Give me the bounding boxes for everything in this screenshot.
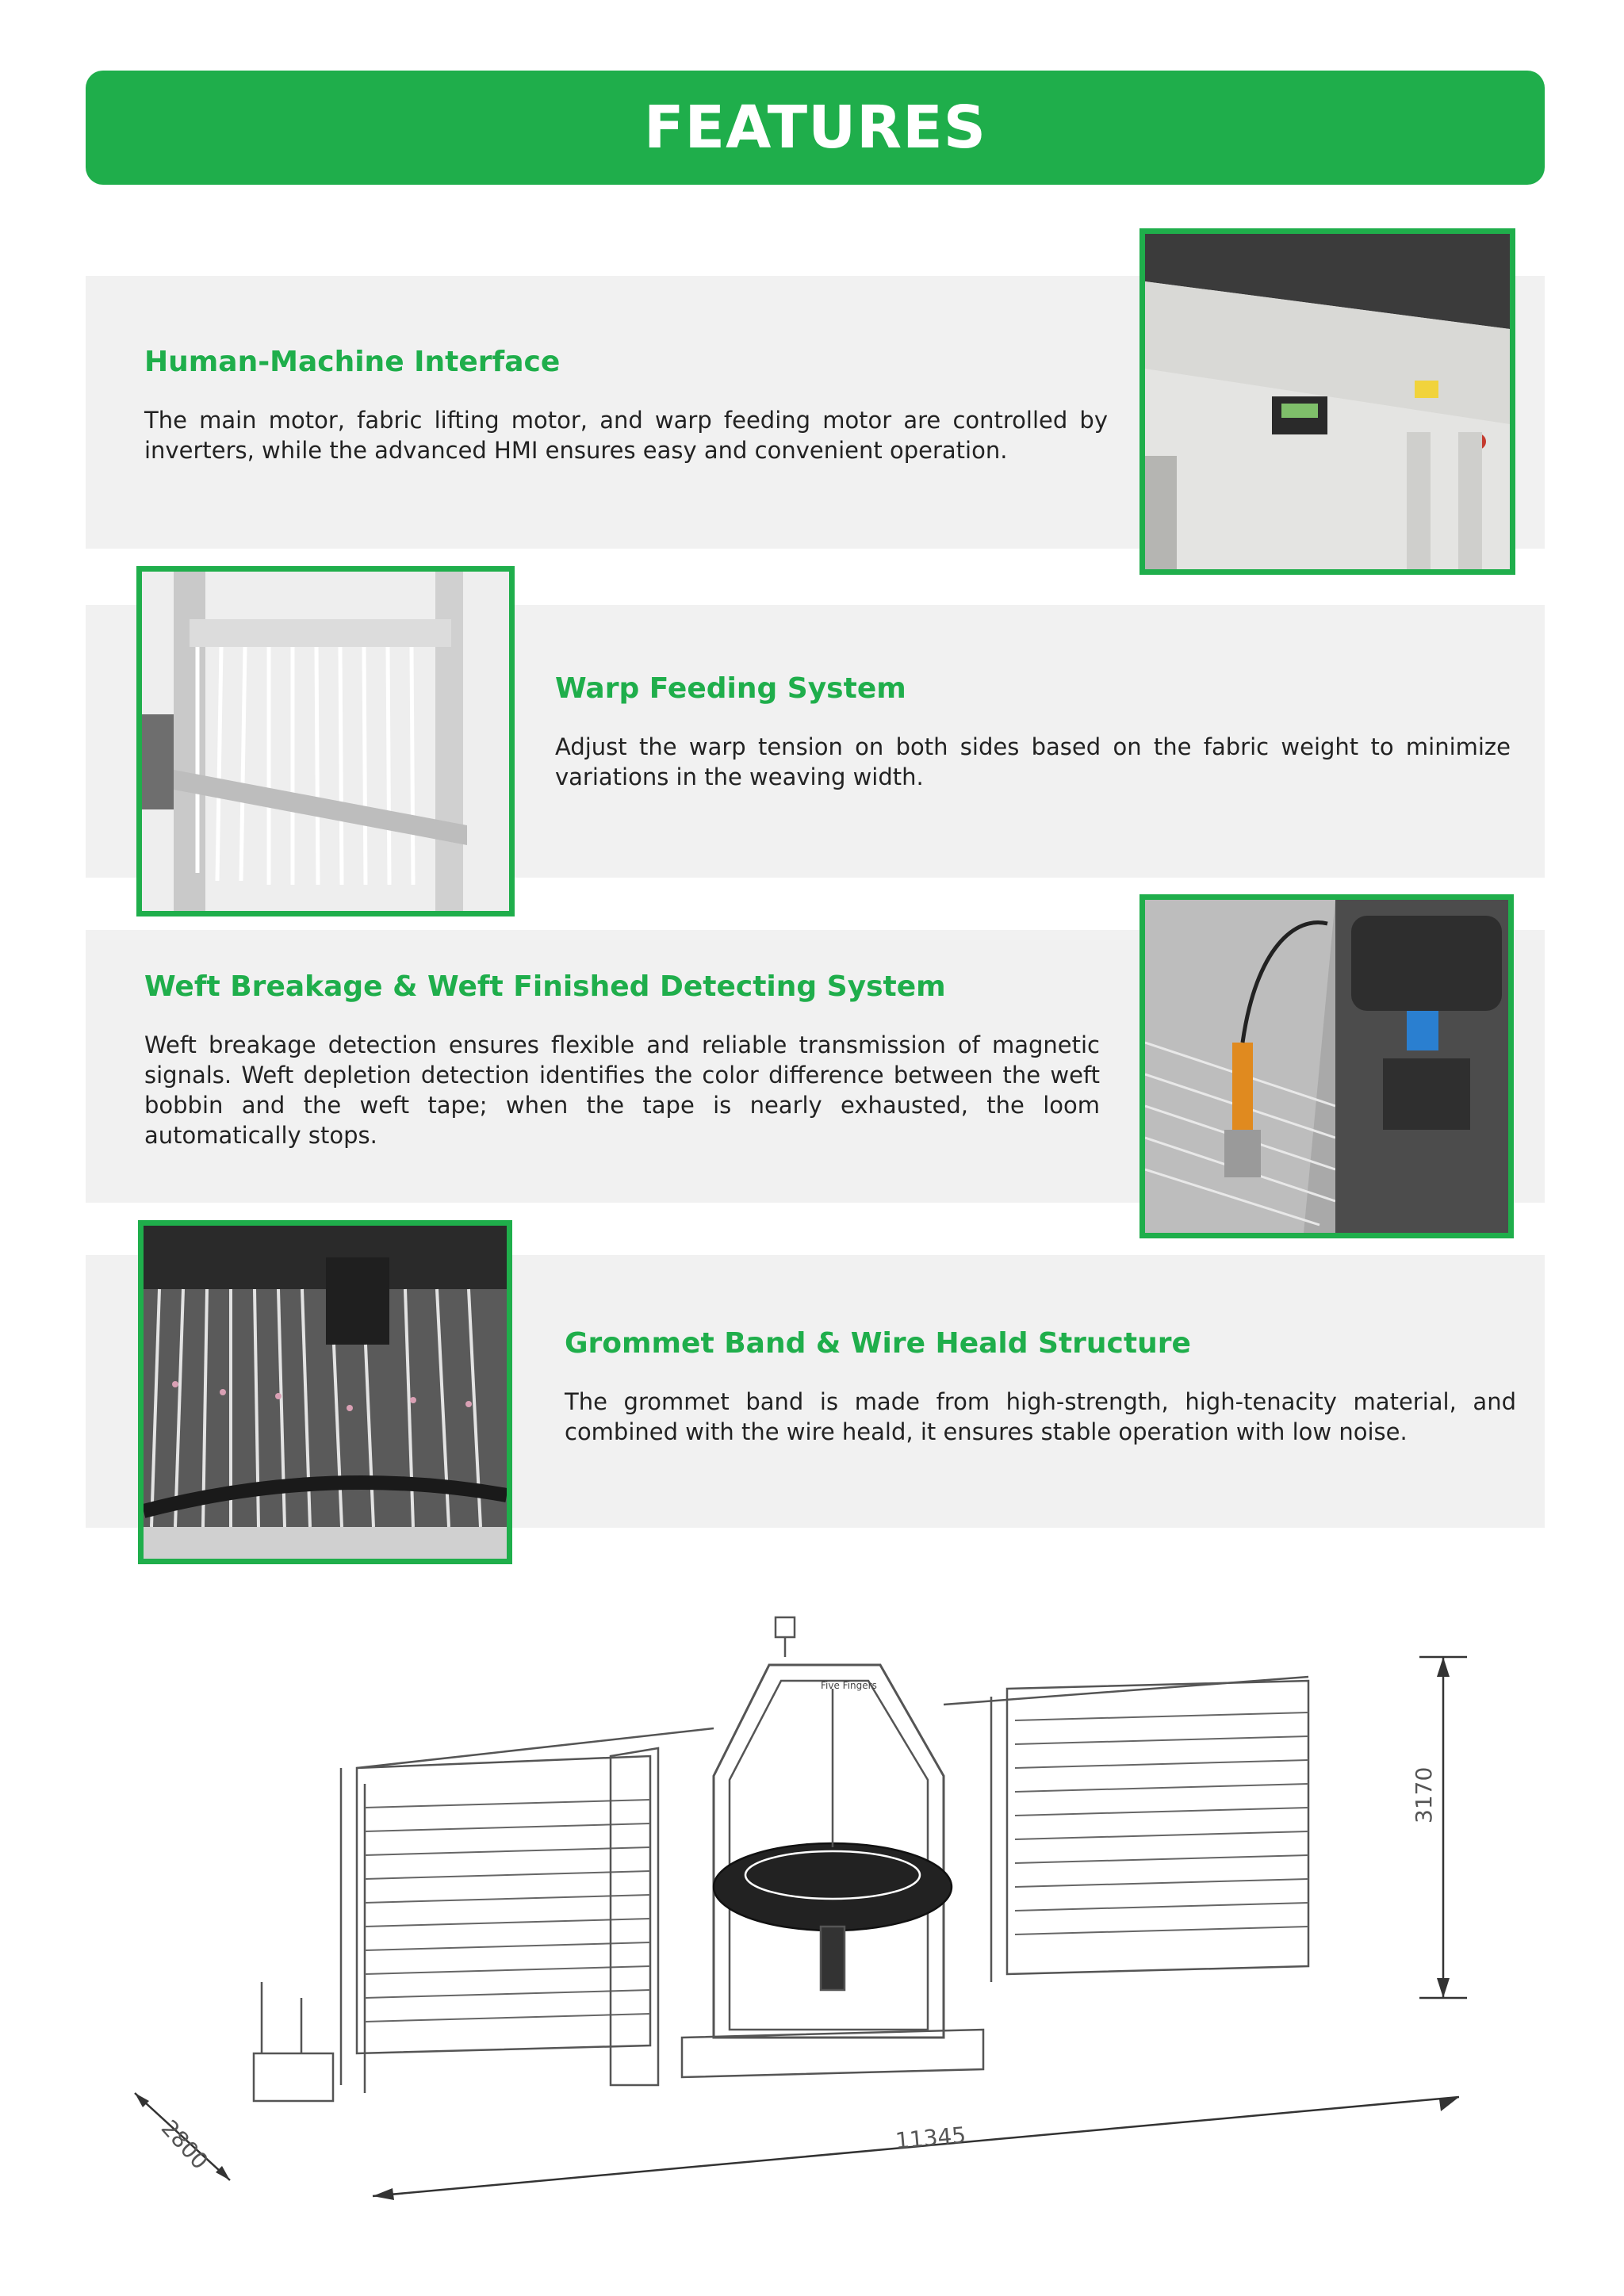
page-title: FEATURES <box>643 94 987 162</box>
features-banner <box>86 71 1545 185</box>
grommet-band-photo <box>138 1220 512 1564</box>
warp-feeding-photo <box>136 566 515 916</box>
drawing-logo-text: Five Fingers <box>821 1680 877 1691</box>
feature-weft-detecting <box>144 970 1100 1150</box>
height-dimension-label: 3170 <box>1411 1766 1437 1823</box>
feature-description: The main motor, fabric lifting motor, and warp feeding motor are controlled by inverters, while the advanced HMI ensures easy and convenient operation. <box>144 407 1108 464</box>
loom-technical-drawing <box>103 1609 1530 2244</box>
feature-description: Adjust the warp tension on both sides based on the fabric weight to minimize variations in the weaving width. <box>555 733 1511 790</box>
hmi-photo <box>1139 228 1515 575</box>
feature-warp-feeding <box>555 672 1511 792</box>
feature-description: The grommet band is made from high-strength, high-tenacity material, and combined with the wire heald, it ensures stable operation with low noise. <box>565 1388 1516 1445</box>
feature-title: Human-Machine Interface <box>144 346 561 378</box>
feature-title: Grommet Band & Wire Heald Structure <box>565 1327 1191 1360</box>
weft-sensor-photo <box>1139 894 1514 1238</box>
feature-title: Weft Breakage & Weft Finished Detecting System <box>144 970 946 1003</box>
width-dimension-label: 2800 <box>155 2114 214 2175</box>
length-dimension-label: 11345 <box>894 2122 967 2154</box>
feature-grommet-band <box>565 1327 1516 1447</box>
feature-hmi <box>144 346 1108 465</box>
feature-description: Weft breakage detection ensures flexible and reliable transmission of magnetic signals. Weft depletion detection identifies the color difference between the weft bobbin and the weft tape; when the tape is nearly exhausted, the loom automatically stops. <box>144 1031 1100 1149</box>
feature-title: Warp Feeding System <box>555 672 906 705</box>
